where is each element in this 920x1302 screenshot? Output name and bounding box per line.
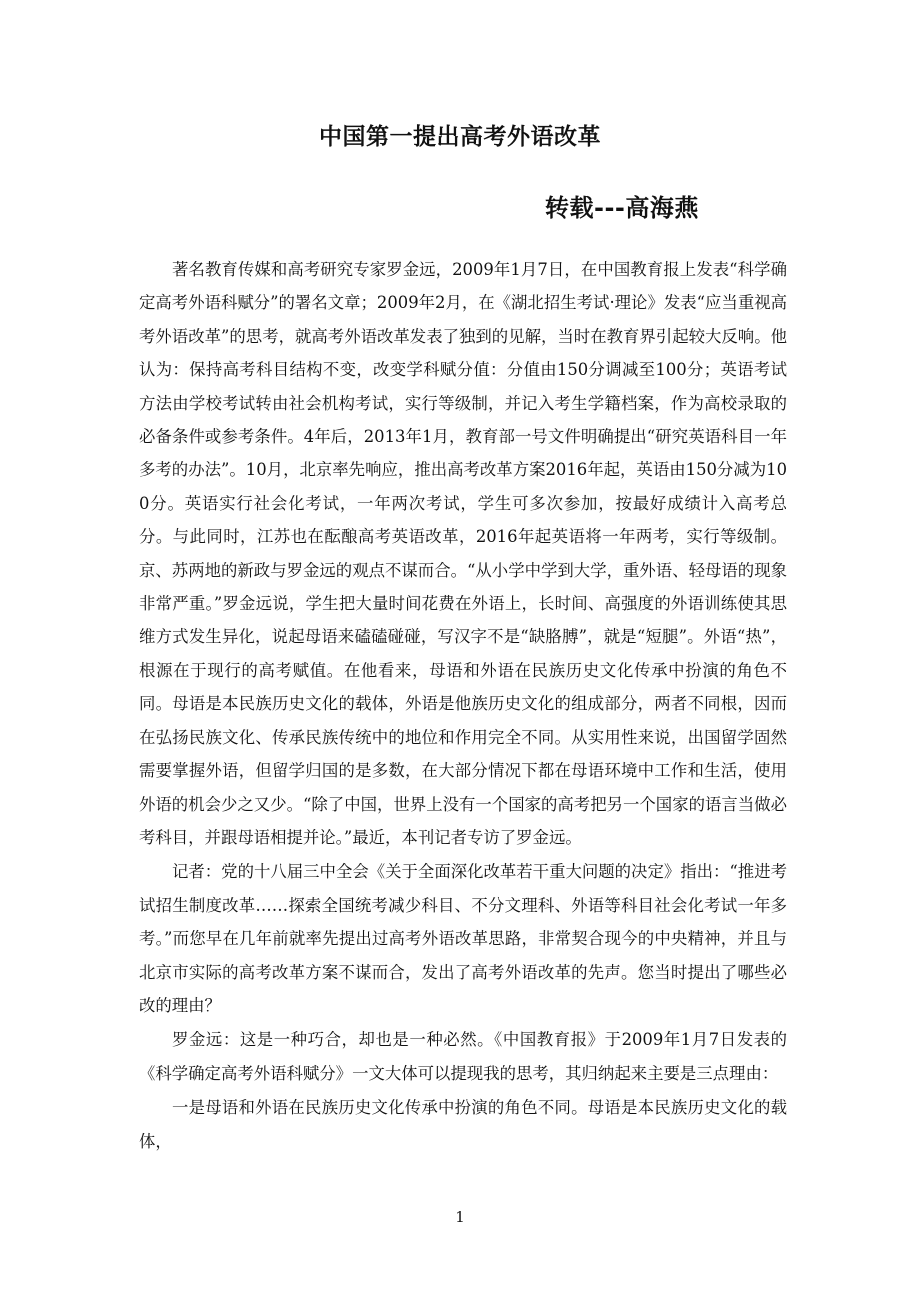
document-body xyxy=(139,253,787,1158)
paragraph-luo-answer: 罗金远：这是一种巧合，却也是一种必然。《中国教育报》于2009年1月7日发表的《科学确定高考外语科赋分》一文大体可以提现我的思考，其归纳起来主要是三点理由： xyxy=(139,1030,787,1083)
document-byline: 转载---高海燕 xyxy=(545,194,699,222)
paragraph-intro: 著名教育传媒和高考研究专家罗金远，2009年1月7日，在中国教育报上发表“科学确定高考外语科赋分”的署名文章；2009年2月，在《湖北招生考试·理论》发表“应当重视高考外语改革”的思考，就高考外语改革发表了独到的见解，当时在教育界引起较大反响。他认为：保持高考科目结构不变，改变学科赋分值：分值由150分调减至100分；英语考试方法由学校考试转由社会机构考试，实行等级制，并记入考生学籍档案，作为高校录取的必备条件或参考条件。4年后，2013年1月，教育部一号文件明确提出“研究英语科目一年多考的办法”。10月，北京率先响应，推出高考改革方案2016年起，英语由150分减为100分。英语实行社会化考试，一年两次考试，学生可多次参加，按最好成绩计入高考总分。与此同时，江苏也在酝酿高考英语改革，2016年起英语将一年两考，实行等级制。京、苏两地的新政与罗金远的观点不谋而合。“从小学中学到大学，重外语、轻母语的现象非常严重。”罗金远说，学生把大量时间花费在外语上，长时间、高强度的外语训练使其思维方式发生异化，说起母语来磕磕碰碰，写汉字不是“缺胳膊”，就是“短腿”。外语“热”，根源在于现行的高考赋值。在他看来，母语和外语在民族历史文化传承中扮演的角色不同。母语是本民族历史文化的载体，外语是他族历史文化的组成部分，两者不同根，因而在弘扬民族文化、传承民族传统中的地位和作用完全不同。从实用性来说，出国留学固然需要掌握外语，但留学归国的是多数，在大部分情况下都在母语环境中工作和生活，使用外语的机会少之又少。“除了中国，世界上没有一个国家的高考把另一个国家的语言当做必考科目，并跟母语相提并论。”最近，本刊记者专访了罗金远。 xyxy=(139,260,787,847)
paragraph-reason-one: 一是母语和外语在民族历史文化传承中扮演的角色不同。母语是本民族历史文化的载体， xyxy=(139,1098,787,1151)
document-title: 中国第一提出高考外语改革 xyxy=(319,124,601,150)
paragraph-reporter-question: 记者：党的十八届三中全会《关于全面深化改革若干重大问题的决定》指出：“推进考试招生制度改革……探索全国统考减少科目、不分文理科、外语等科目社会化考试一年多考。”而您早在几年前就率先提出过高考外语改革思路，非常契合现今的中央精神，并且与北京市实际的高考改革方案不谋而合，发出了高考外语改革的先声。您当时提出了哪些必改的理由？ xyxy=(139,862,787,1015)
page-number: 1 xyxy=(455,1208,465,1226)
